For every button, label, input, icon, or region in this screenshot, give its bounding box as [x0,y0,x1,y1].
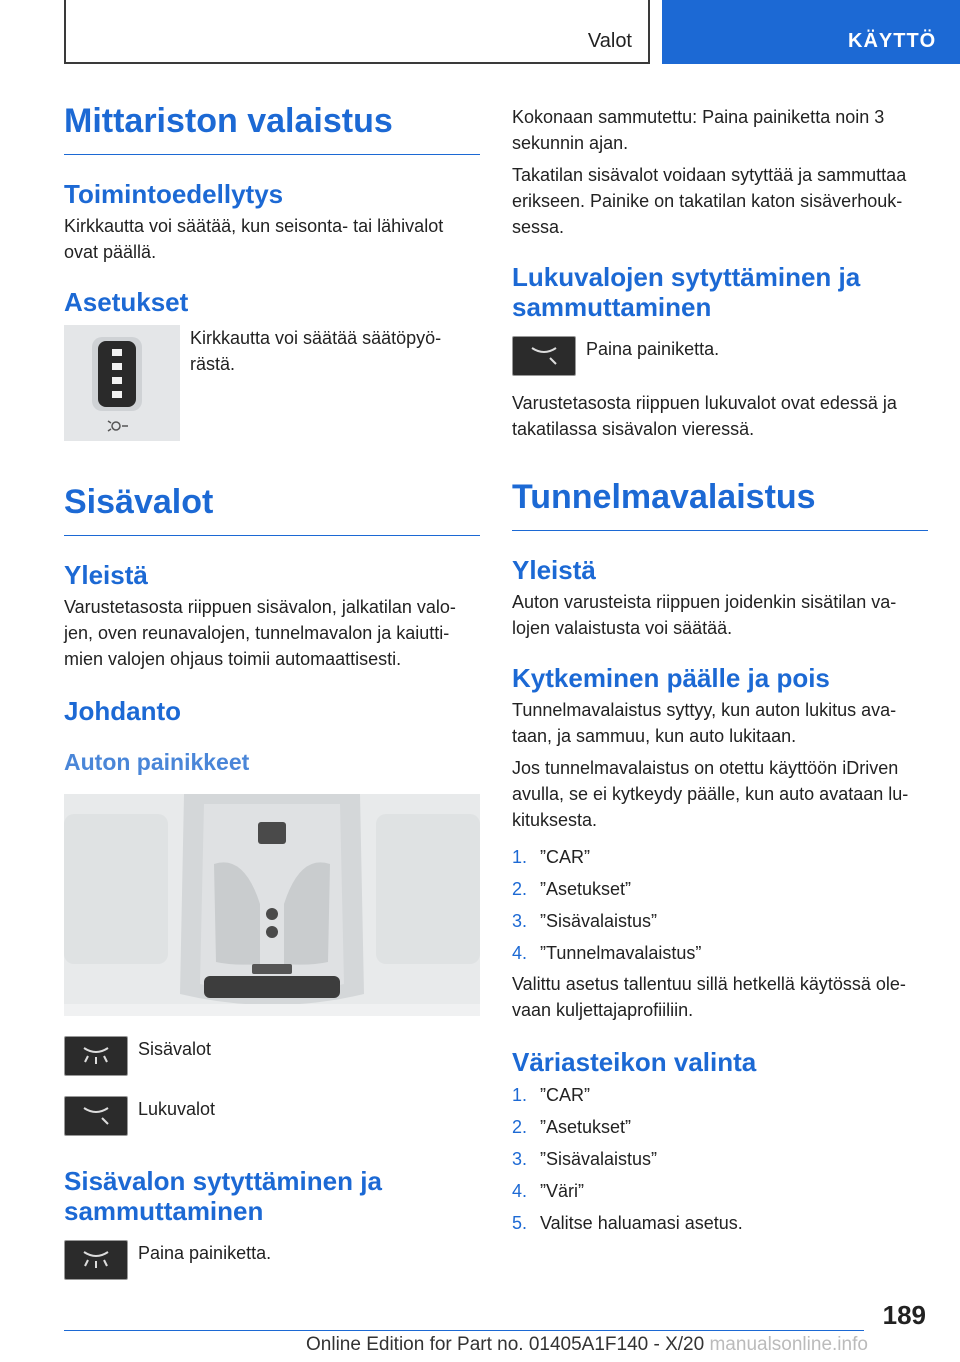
roof-console-illustration [64,794,480,1016]
asetukset-row [64,325,480,441]
page-header [0,0,960,66]
footer-edition-text: Online Edition for Part no. 01405A1F140 - X/20 [306,1334,705,1355]
text-valittu-asetus: Valittu asetus tallentuu sillä hetkellä käytössä ole-vaan kuljettajaprofiiliin. [512,974,906,1020]
text-lukuvalot-btn: Paina painiketta. [586,339,720,359]
list-item: 2. ”Asetukset” [512,879,632,899]
dimmer-wheel-image [64,325,180,441]
label-sisavalot: Sisävalot [138,1039,212,1059]
list-item: 5. Valitse haluamasi asetus. [512,1213,743,1233]
list-item: 2. ”Asetukset” [512,1117,632,1137]
heading-variasteikko: Väriasteikon valinta [512,1047,757,1077]
steps-list-tunnelma [512,841,928,969]
header-chapter-tab: KÄYTTÖ [662,0,960,64]
interior-light-button-icon [64,1036,128,1076]
list-item: 3. ”Sisävalaistus” [512,1149,658,1169]
text-kytkeminen-2: Jos tunnelmavalaistus on otettu käyttöön iDriven avulla, se ei kytkeydy päälle, kun auto avataan lu-kituksesta. [512,758,909,830]
list-item: 1. ”CAR” [512,1085,590,1105]
header-section-box [64,0,650,64]
footer-watermark [306,1334,868,1355]
lukuvalot-row [512,336,928,376]
label-lukuvalot: Lukuvalot [138,1099,216,1119]
right-column [512,104,928,1239]
text-kokonaan-sammutettu: Kokonaan sammutettu: Paina painiketta noin 3 sekunnin ajan. [512,107,885,153]
list-item: 1. ”CAR” [512,847,590,867]
text-yleista: Varustetasosta riippuen sisävalon, jalkatilan valo-jen, oven reunavalojen, tunnelmavalon ja kaiutti-mien valojen ohjaus toimii automaattisesti. [64,597,456,669]
steps-list-vari [512,1079,928,1239]
footer-watermark-site: manualsonline.info [704,1334,868,1355]
left-column [64,100,480,1280]
list-item: 3. ”Sisävalaistus” [512,911,658,931]
text-kytkeminen-1: Tunnelmavalaistus syttyy, kun auton lukitus ava-taan, ja sammuu, kun auto lukitaan. [512,700,897,746]
text-asetukset: Kirkkautta voi säätää säätöpyö-rästä. [190,328,442,374]
footer-divider [64,1330,864,1331]
heading-sisavalot: Sisävalot [64,481,480,536]
heading-lukuvalojen-sytyttaminen: Lukuvalojen sytyttäminen ja sammuttaminen [512,262,861,322]
text-yleista-2: Auton varusteista riippuen joidenkin sisätilan va-lojen valaistusta voi säätää. [512,592,897,638]
header-section-title: Valot [587,30,632,52]
list-item: 4. ”Tunnelmavalaistus” [512,943,702,963]
page-number: 189 [882,1300,926,1330]
heading-kytkeminen: Kytkeminen päälle ja pois [512,663,830,693]
heading-johdanto: Johdanto [64,696,181,726]
reading-light-button-icon-2 [512,336,576,376]
heading-yleista: Yleistä [64,560,148,590]
list-item: 4. ”Väri” [512,1181,584,1201]
roof-console-image [64,794,480,1016]
interior-light-button-icon-2 [64,1240,128,1280]
lukuvalot-legend-row [64,1096,480,1136]
heading-yleista-2: Yleistä [512,555,596,585]
heading-asetukset: Asetukset [64,287,189,317]
heading-auton-painikkeet: Auton painikkeet [64,749,250,775]
heading-tunnelmavalaistus: Tunnelmavalaistus [512,476,928,531]
heading-sisavalon-sytyttaminen: Sisävalon sytyttäminen ja sammuttaminen [64,1166,382,1226]
reading-light-button-icon [64,1096,128,1136]
heading-toimintoedellytys: Toimintoedellytys [64,179,284,209]
text-sytyttaminen: Paina painiketta. [138,1243,272,1263]
text-lukuvalot: Varustetasosta riippuen lukuvalot ovat edessä ja takatilassa sisävalon vieressä. [512,393,897,439]
heading-mittariston-valaistus: Mittariston valaistus [64,100,480,155]
dimmer-wheel-icon [64,325,180,441]
sisavalot-legend-row [64,1036,480,1076]
text-takatila: Takatilan sisävalot voidaan sytyttää ja sammuttaa erikseen. Painike on takatilan katon sisäverhouk-sessa. [512,165,907,237]
text-toimintoedellytys: Kirkkautta voi säätää, kun seisonta- tai lähivalot ovat päällä. [64,216,444,262]
footer-edition [306,1334,868,1356]
sytyttaminen-row [64,1240,480,1280]
